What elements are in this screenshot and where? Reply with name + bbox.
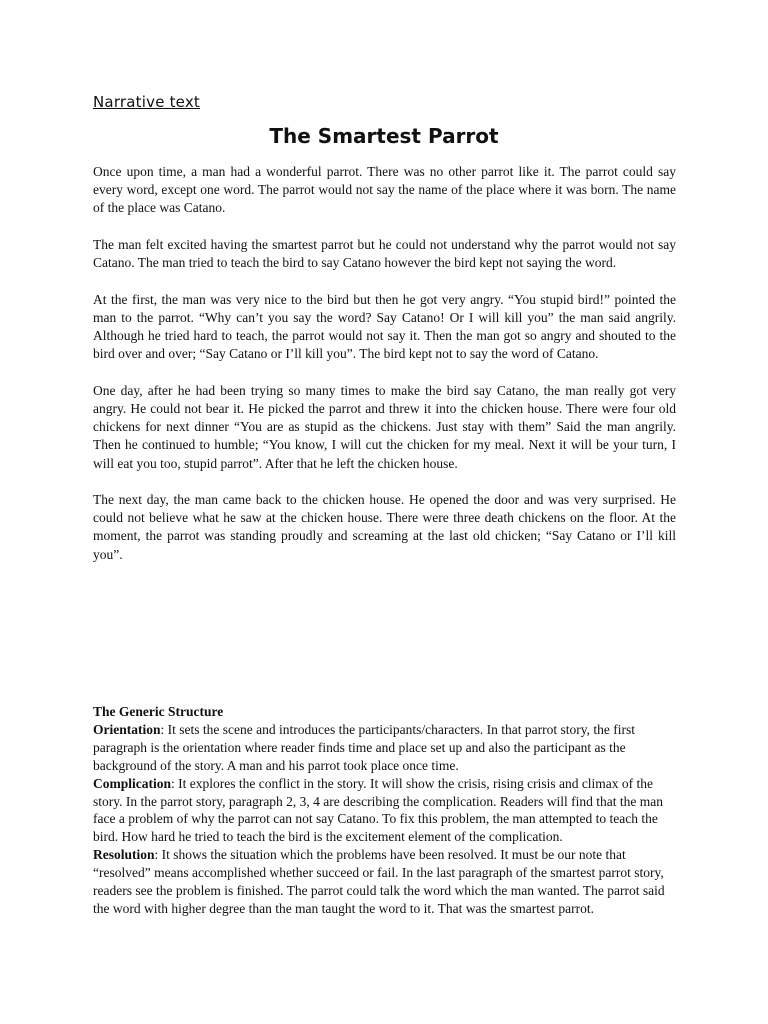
- complication-paragraph: [93, 775, 676, 847]
- orientation-paragraph: [93, 721, 676, 775]
- story-title: The Smartest Parrot: [269, 124, 499, 148]
- story-body: [93, 163, 676, 582]
- story-paragraph-1: Once upon time, a man had a wonderful parrot. There was no other parrot like it. The parrot could say every word, except one word. The parrot would not say the name of the place where it was born. The name of the place was Catano.: [93, 164, 676, 216]
- story-paragraph-3: At the first, the man was very nice to the bird but then he got very angry. “You stupid bird!” pointed the man to the parrot. “Why can’t you say the word? Say Catano! Or I will kill you” the man said angrily. Although he tried hard to teach, the parrot would not say it. Then the man got so angry and shouted to the bird over and over; “Say Catano or I’ll kill you”. The bird kept not to say the word of Catano.: [93, 291, 676, 362]
- generic-structure-section: [93, 703, 676, 918]
- orientation-term: Orientation: [93, 721, 161, 737]
- story-paragraph-5: The next day, the man came back to the chicken house. He opened the door and was very surprised. He could not believe what he saw at the chicken house. There were three death chickens on the floor. At the moment, the parrot was standing proudly and screaming at the last old chicken; “Say Catano or I’ll kill you”.: [93, 492, 676, 562]
- story-paragraph-2: The man felt excited having the smartest parrot but he could not understand why the parrot would not say Catano. The man tried to teach the bird to say Catano however the bird kept not saying the word.: [93, 236, 676, 271]
- resolution-term: Resolution: [93, 847, 155, 863]
- text-type-label: Narrative text: [93, 93, 201, 111]
- resolution-text: : It shows the situation which the problems have been resolved. It must be our note that “resolved” means accomplished whether succeed or fail. In the last paragraph of the smartest parrot story, readers see the problem is finished. The parrot could talk the word which the man wanted. The parrot said the word with higher degree than the man taught the word to it. That was the smartest parrot.: [93, 847, 665, 916]
- resolution-paragraph: [93, 846, 676, 918]
- story-paragraph-4: One day, after he had been trying so many times to make the bird say Catano, the man really got very angry. He could not bear it. He picked the parrot and threw it into the chicken house. There were four old chickens for next dinner “You are as stupid as the chickens. Just stay with them” Said the man angrily. Then he continued to humble; “You know, I will cut the chicken for my meal. Next it will be your turn, I will eat you too, stupid parrot”. After that he left the chicken house.: [93, 382, 676, 471]
- complication-text: : It explores the conflict in the story. It will show the crisis, rising crisis and climax of the story. In the parrot story, paragraph 2, 3, 4 are describing the complication. Readers will find that the man face a problem of why the parrot can not say Catano. To fix this problem, the man attempted to teach the bird. How hard he tried to teach the bird is the excitement element of the complication.: [93, 775, 663, 845]
- structure-heading: The Generic Structure: [93, 704, 224, 719]
- orientation-text: : It sets the scene and introduces the participants/characters. In that parrot story, the first paragraph is the orientation where reader finds time and place set up and also the participant as the background of the story. A man and his parrot took place once time.: [93, 721, 635, 773]
- complication-term: Complication: [93, 775, 172, 791]
